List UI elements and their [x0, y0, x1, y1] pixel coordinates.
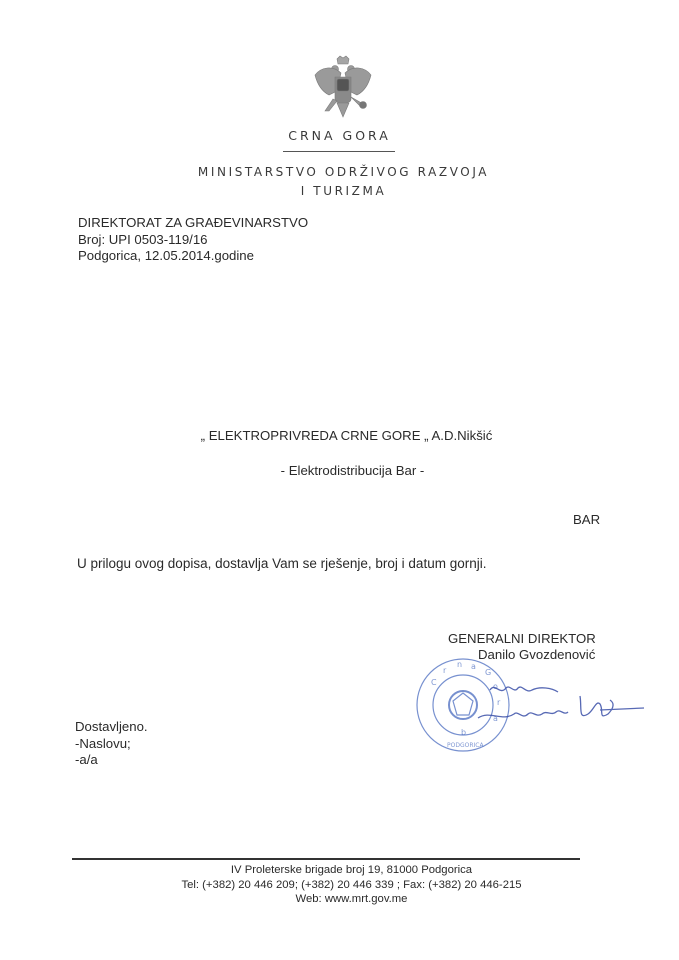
place-date: Podgorica, 12.05.2014.godine	[78, 248, 254, 263]
svg-text:C: C	[431, 678, 437, 687]
svg-text:r: r	[443, 666, 447, 675]
svg-text:a: a	[493, 714, 498, 723]
directorate-name: DIREKTORAT ZA GRAĐEVINARSTVO	[78, 215, 309, 230]
footer-address: IV Proleterske brigade broj 19, 81000 Podgorica	[230, 864, 473, 876]
recipient-name: „ ELEKTROPRIVREDA CRNE GORE „ A.D.Nikšić	[200, 428, 493, 443]
svg-text:o: o	[493, 682, 498, 691]
signatory-title: GENERALNI DIREKTOR	[448, 631, 596, 646]
ministry-name	[0, 163, 679, 201]
distribution-item: -Naslovu;	[75, 735, 131, 751]
recipient-department: - Elektrodistribucija Bar -	[280, 463, 425, 478]
footer-web: Web: www.mrt.gov.me	[295, 893, 408, 905]
distribution-list	[75, 719, 148, 769]
divider-line	[283, 151, 395, 152]
coat-of-arms-icon	[311, 55, 375, 123]
svg-text:PODGORICA: PODGORICA	[447, 742, 484, 749]
country-name: CRNA GORA	[288, 128, 391, 143]
distribution-heading: Dostavljeno.	[75, 719, 148, 734]
letter-body: U prilogu ovog dopisa, dostavlja Vam se rješenje, broj i datum gornji.	[77, 556, 487, 571]
svg-text:n: n	[457, 660, 463, 669]
footer-contacts: Tel: (+382) 20 446 209; (+382) 20 446 339 ; Fax: (+382) 20 446-215	[181, 878, 522, 891]
footer-divider	[72, 858, 580, 860]
distribution-item: -a/a	[75, 752, 98, 767]
svg-text:b: b	[461, 728, 467, 737]
svg-text:a: a	[471, 662, 476, 671]
footer	[0, 863, 679, 907]
svg-text:r: r	[497, 698, 501, 707]
svg-text:G: G	[485, 668, 492, 677]
recipient-city: BAR	[573, 512, 601, 527]
ministry-line-2: I TURIZMA	[300, 184, 387, 198]
signature-icon	[460, 670, 645, 740]
document-header	[78, 215, 308, 265]
signatory-name: Danilo Gvozdenović	[478, 647, 596, 662]
ministry-line-1: MINISTARSTVO ODRŽIVOG RAZVOJA	[197, 165, 490, 179]
reference-number: Broj: UPI 0503-119/16	[78, 231, 208, 247]
